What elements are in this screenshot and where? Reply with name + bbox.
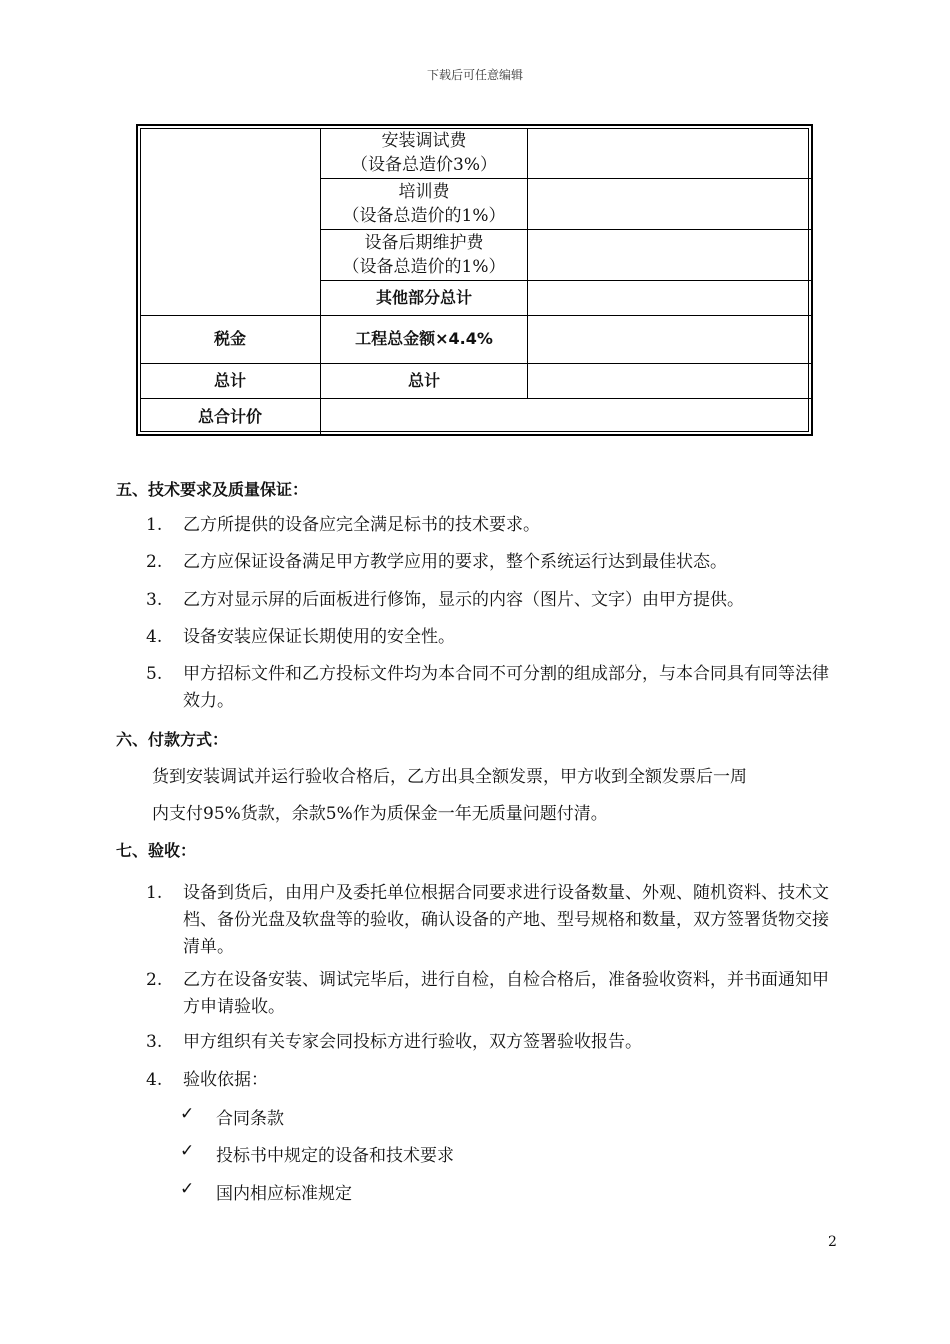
table-col-divider-2 bbox=[527, 128, 528, 398]
checkmark-icon: ✓ bbox=[180, 1104, 195, 1124]
payment-line-2: 内支付95%货款，余款5%作为质保金一年无质量问题付清。 bbox=[152, 804, 608, 824]
acceptance-basis-text: 国内相应标准规定 bbox=[216, 1184, 352, 1204]
list-item-text: 乙方在设备安装、调试完毕后，进行自检，自检合格后，准备验收资料，并书面通知甲方申请验收。 bbox=[183, 970, 829, 1017]
checkmark-icon: ✓ bbox=[180, 1179, 195, 1199]
tax-formula: 工程总金额×4.4% bbox=[355, 329, 493, 348]
list-item-number: 2. bbox=[146, 970, 163, 990]
grand-total-label: 总合计价 bbox=[197, 407, 262, 426]
list-item-text: 甲方招标文件和乙方投标文件均为本合同不可分割的组成部分，与本合同具有同等法律效力。 bbox=[183, 664, 829, 711]
list-item-text: 乙方应保证设备满足甲方教学应用的要求，整个系统运行达到最佳状态。 bbox=[183, 552, 727, 572]
table-cell-training-fee bbox=[321, 180, 527, 228]
maintenance-fee-label: 设备后期维护费 bbox=[364, 233, 484, 253]
table-cell-install-fee bbox=[321, 129, 527, 177]
install-fee-note: （设备总造价3%） bbox=[351, 155, 497, 175]
section5-title: 五、技术要求及质量保证： bbox=[116, 480, 309, 499]
total-middle-label: 总计 bbox=[407, 371, 440, 390]
list-item-number: 4. bbox=[146, 627, 163, 647]
list-item-text: 设备安装应保证长期使用的安全性。 bbox=[183, 627, 455, 647]
training-fee-note: （设备总造价的1%） bbox=[342, 206, 506, 226]
tax-label: 税金 bbox=[213, 329, 246, 348]
acceptance-basis-text: 投标书中规定的设备和技术要求 bbox=[216, 1146, 454, 1166]
maintenance-fee-note: （设备总造价的1%） bbox=[342, 257, 506, 277]
table-cell-maintenance-fee bbox=[321, 231, 527, 279]
acceptance-basis-text: 合同条款 bbox=[216, 1109, 284, 1129]
table-row-divider bbox=[320, 280, 811, 281]
payment-line-1: 货到安装调试并运行验收合格后，乙方出具全额发票，甲方收到全额发票后一周 bbox=[152, 767, 747, 787]
install-fee-label: 安装调试费 bbox=[381, 131, 467, 151]
checkmark-icon: ✓ bbox=[180, 1141, 195, 1161]
other-subtotal-label: 其他部分总计 bbox=[375, 288, 472, 307]
page-number: 2 bbox=[828, 1234, 837, 1250]
list-item-number: 1. bbox=[146, 883, 163, 903]
list-item-number: 5. bbox=[146, 664, 163, 684]
list-item-text: 验收依据： bbox=[183, 1070, 268, 1090]
header-note: 下载后可任意编辑 bbox=[426, 68, 523, 82]
list-item-number: 3. bbox=[146, 590, 163, 610]
list-item-number: 3. bbox=[146, 1032, 163, 1052]
table-row-divider bbox=[140, 363, 811, 364]
table-row-divider bbox=[140, 315, 811, 316]
list-item-number: 2. bbox=[146, 552, 163, 572]
list-item-text: 乙方对显示屏的后面板进行修饰，显示的内容（图片、文字）由甲方提供。 bbox=[183, 590, 744, 610]
total-label: 总计 bbox=[213, 371, 246, 390]
list-item-text: 乙方所提供的设备应完全满足标书的技术要求。 bbox=[183, 515, 540, 535]
training-fee-label: 培训费 bbox=[398, 182, 450, 202]
table-row-divider bbox=[320, 229, 811, 230]
list-item-number: 1. bbox=[146, 515, 163, 535]
table-row-divider bbox=[320, 178, 811, 179]
list-item-number: 4. bbox=[146, 1070, 163, 1090]
list-item-text: 甲方组织有关专家会同投标方进行验收，双方签署验收报告。 bbox=[183, 1032, 642, 1052]
section7-title: 七、验收： bbox=[116, 841, 197, 860]
list-item-text: 设备到货后，由用户及委托单位根据合同要求进行设备数量、外观、随机资料、技术文档、备份光盘及软盘等的验收，确认设备的产地、型号规格和数量，双方签署货物交接清单。 bbox=[183, 883, 829, 957]
table-row-divider bbox=[140, 398, 811, 399]
section6-title: 六、付款方式： bbox=[116, 730, 229, 749]
cost-table bbox=[136, 124, 813, 436]
